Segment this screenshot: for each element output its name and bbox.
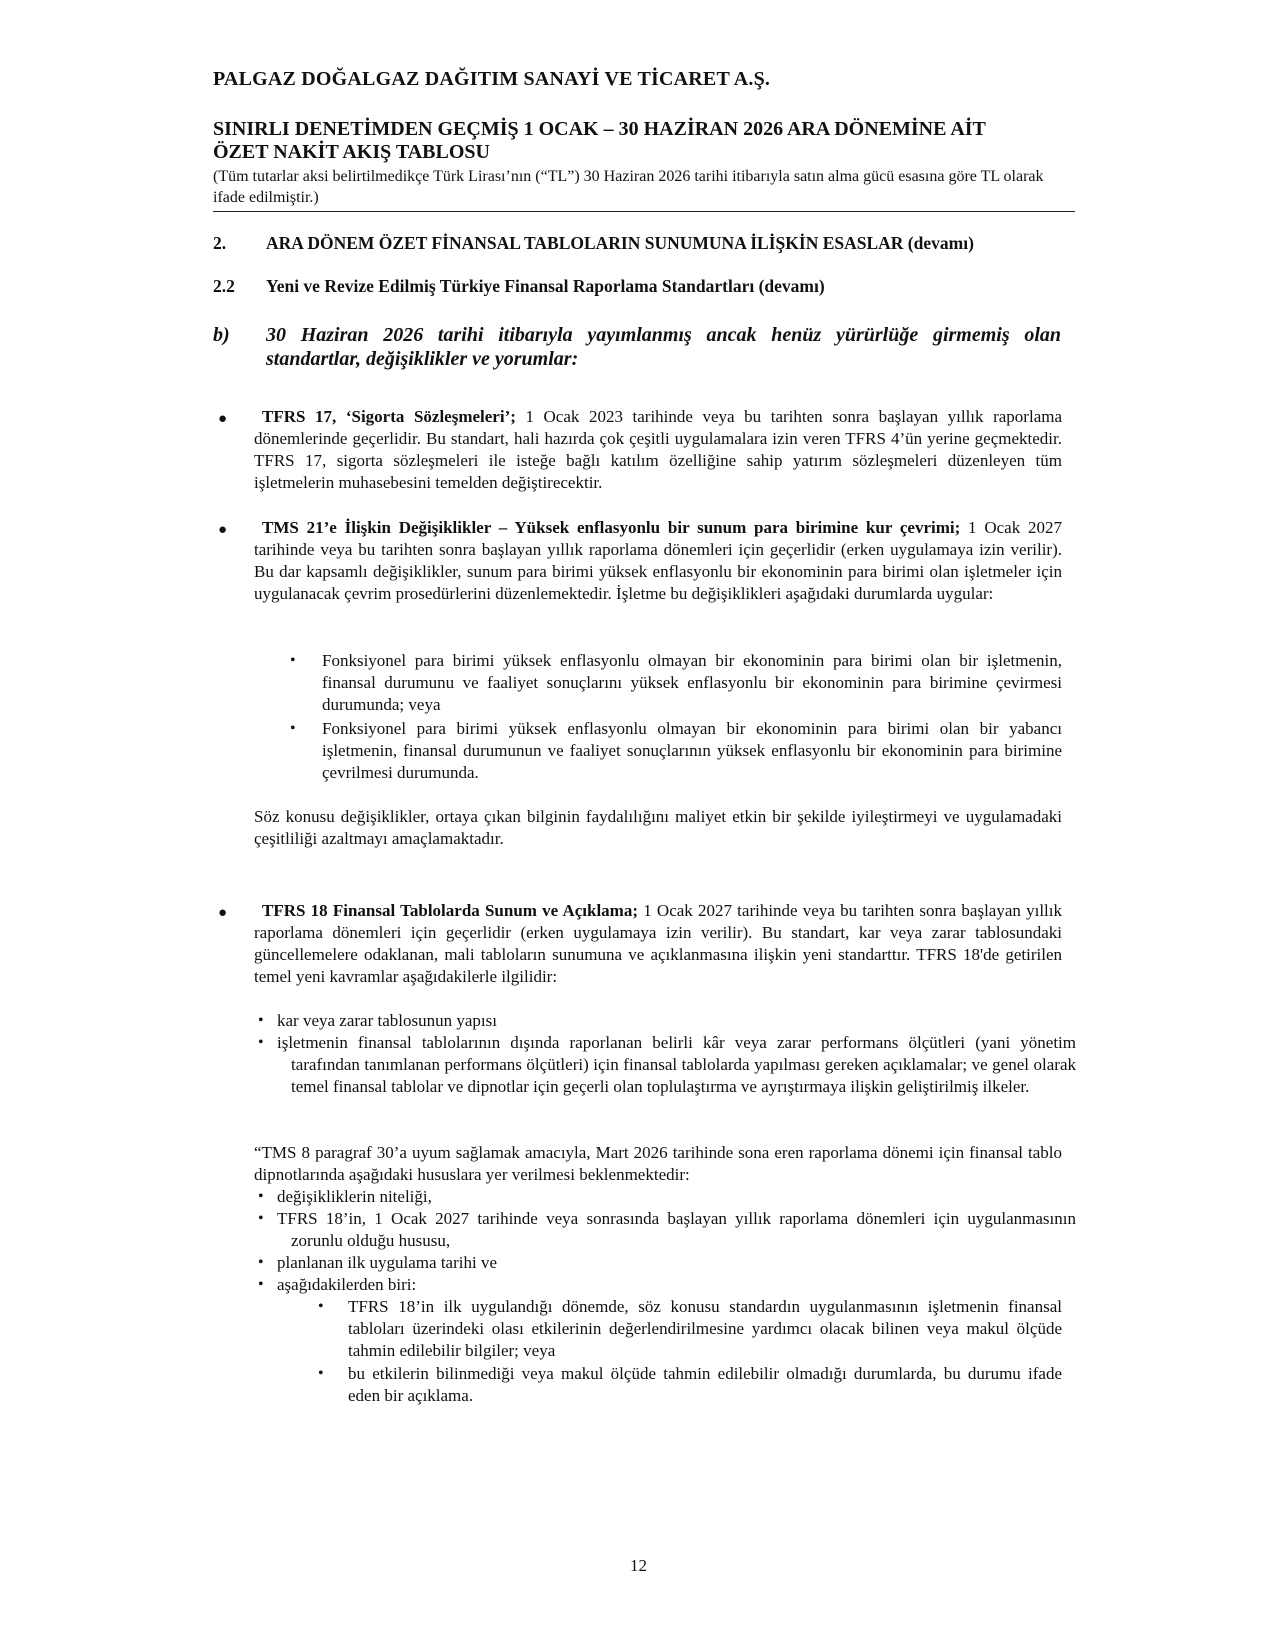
- tms8-point-4: aşağıdakilerden biri:: [277, 1275, 417, 1294]
- bullet-marker: ●: [218, 522, 228, 538]
- tfrs17-text: 1 Ocak 2023 tarihinde veya bu tarihten sonra başlayan yıllık raporlama dönemlerinde geçerlidir. Bu standart, hali hazırda çok çeşitli uygulamalara izin veren TFRS 4’ün yerine geçmektedir. TFRS 17, sigorta sözleşmeleri ile isteğe bağlı katılım özelliğine sahip yatırım sözleşmeleri düzenleyen tüm işletmelerin muhasebesini temelden değiştirecektir.: [254, 407, 1063, 492]
- subsection-number: 2.2: [213, 276, 235, 296]
- tfrs17-paragraph: [254, 406, 1062, 494]
- tms21-text: 1 Ocak 2027 tarihinde veya bu tarihten sonra başlayan yıllık raporlama dönemleri için geçerlidir (erken uygulamaya izin verilir). Bu dar kapsamlı değişiklikler, sunum para birimi yüksek enflasyonlu bir ekonominin para birimi olan işletmeler için uygulanacak çevrim prosedürlerini düzenlemektedir. İşletme bu değişiklikleri aşağıdaki durumlarda uygular:: [254, 518, 1062, 603]
- tms21-heading: TMS 21’e İlişkin Değişiklikler – Yüksek enflasyonlu bir sunum para birimine kur çevrimi;: [262, 518, 961, 537]
- subsection-title: Yeni ve Revize Edilmiş Türkiye Finansal Raporlama Standartları (devamı): [266, 276, 825, 296]
- tms21-closing: Söz konusu değişiklikler, ortaya çıkan bilginin faydalılığını maliyet etkin bir şekilde iyileştirmeyi ve uygulamadaki çeşitliliği azaltmayı amaçlamaktadır.: [254, 807, 1062, 848]
- part-label: b): [213, 324, 230, 346]
- tfrs18-paragraph: [254, 900, 1062, 988]
- sub-bullet-marker: •: [258, 1188, 264, 1205]
- header-divider: [213, 211, 1075, 212]
- tms8-point-2: TFRS 18’in, 1 Ocak 2027 tarihinde veya sonrasında başlayan yıllık raporlama dönemleri için uygulanmasının zorunlu olduğu hususu,: [277, 1209, 1076, 1250]
- tms8-point-1: değişikliklerin niteliği,: [277, 1187, 432, 1206]
- page-number: 12: [630, 1556, 647, 1575]
- sub-bullet-marker: •: [258, 1254, 264, 1271]
- sub-bullet-marker: •: [290, 720, 296, 737]
- tfrs18-text: 1 Ocak 2027 tarihinde veya bu tarihten sonra başlayan yıllık raporlama dönemleri için geçerlidir (erken uygulamaya izin verilir). Bu standart, kar veya zarar tablosundaki güncellemelere odaklanan, mali tabloların sunumuna ve açıklanmasına ilişkin yeni standarttır. TFRS 18'de getirilen temel yeni kavramlar aşağıdakilerle ilgilidir:: [254, 901, 1062, 986]
- tms8-point-4a: TFRS 18’in ilk uygulandığı dönemde, söz konusu standardın uygulanmasının işletmenin finansal tabloları üzerindeki olası etkilerinin değerlendirilmesine yardımcı olacak bilinen veya makul ölçüde tahmin edilebilir bilgiler; veya: [348, 1297, 1062, 1360]
- section-title: ARA DÖNEM ÖZET FİNANSAL TABLOLARIN SUNUMUNA İLİŞKİN ESASLAR (devamı): [266, 233, 974, 253]
- tms8-point-4b: bu etkilerin bilinmediği veya makul ölçüde tahmin edilebilir olmadığı durumlarda, bu durumu ifade eden bir açıklama.: [348, 1364, 1062, 1405]
- sub-bullet-marker: •: [258, 1034, 264, 1051]
- sub-bullet-marker: •: [318, 1365, 324, 1382]
- tfrs18-concept-2: işletmenin finansal tablolarının dışında raporlanan belirli kâr veya zarar performans ölçütleri (yani yönetim tarafından tanımlanan performans ölçütleri) için finansal tablolarda yapılması gereken açıklamalar; ve genel olarak temel finansal tablolar ve dipnotlar için geçerli olan toplulaştırma ve ayrıştırmaya ilişkin geliştirilmiş ilkeler.: [277, 1033, 1076, 1096]
- tms8-intro: “TMS 8 paragraf 30’a uyum sağlamak amacıyla, Mart 2026 tarihinde sona eren raporlama dönemi için finansal tablo dipnotlarında aşağıdaki hususlara yer verilmesi beklenmektedir:: [254, 1143, 1062, 1184]
- sub-bullet-marker: •: [318, 1298, 324, 1315]
- currency-note: (Tüm tutarlar aksi belirtilmedikçe Türk Lirası’nın (“TL”) 30 Haziran 2026 tarihi itibarıyla satın alma gücü esasına göre TL olarak ifade edilmiştir.): [213, 168, 1044, 206]
- statement-title-line2: ÖZET NAKİT AKIŞ TABLOSU: [213, 141, 490, 163]
- sub-bullet-marker: •: [258, 1276, 264, 1293]
- tfrs18-concept-1: kar veya zarar tablosunun yapısı: [277, 1011, 497, 1030]
- bullet-marker: ●: [218, 411, 228, 427]
- sub-bullet-marker: •: [258, 1012, 264, 1029]
- company-name: PALGAZ DOĞALGAZ DAĞITIM SANAYİ VE TİCARET A.Ş.: [213, 68, 771, 90]
- tms8-point-3: planlanan ilk uygulama tarihi ve: [277, 1253, 497, 1272]
- sub-bullet-marker: •: [290, 652, 296, 669]
- tms21-paragraph: [254, 517, 1062, 605]
- tfrs17-heading: TFRS 17, ‘Sigorta Sözleşmeleri’;: [262, 407, 516, 426]
- tms21-condition-1: Fonksiyonel para birimi yüksek enflasyonlu olmayan bir ekonominin para birimi olan bir işletmenin, finansal durumunu ve faaliyet sonuçlarını yüksek enflasyonlu bir ekonominin para birimine çevirmesi durumunda; veya: [322, 651, 1062, 714]
- bullet-marker: ●: [218, 905, 228, 921]
- part-title: 30 Haziran 2026 tarihi itibarıyla yayımlanmış ancak henüz yürürlüğe girmemiş olan standartlar, değişiklikler ve yorumlar:: [266, 324, 1061, 370]
- sub-bullet-marker: •: [258, 1210, 264, 1227]
- statement-title-line1: SINIRLI DENETİMDEN GEÇMİŞ 1 OCAK – 30 HAZİRAN 2026 ARA DÖNEMİNE AİT: [213, 118, 986, 140]
- section-number: 2.: [213, 233, 227, 253]
- tfrs18-heading: TFRS 18 Finansal Tablolarda Sunum ve Açıklama;: [262, 901, 639, 920]
- tms21-condition-2: Fonksiyonel para birimi yüksek enflasyonlu olmayan bir ekonominin para birimi olan bir yabancı işletmenin, finansal durumunun ve faaliyet sonuçlarının yüksek enflasyonlu bir ekonominin para birimine çevrilmesi durumunda.: [322, 719, 1062, 782]
